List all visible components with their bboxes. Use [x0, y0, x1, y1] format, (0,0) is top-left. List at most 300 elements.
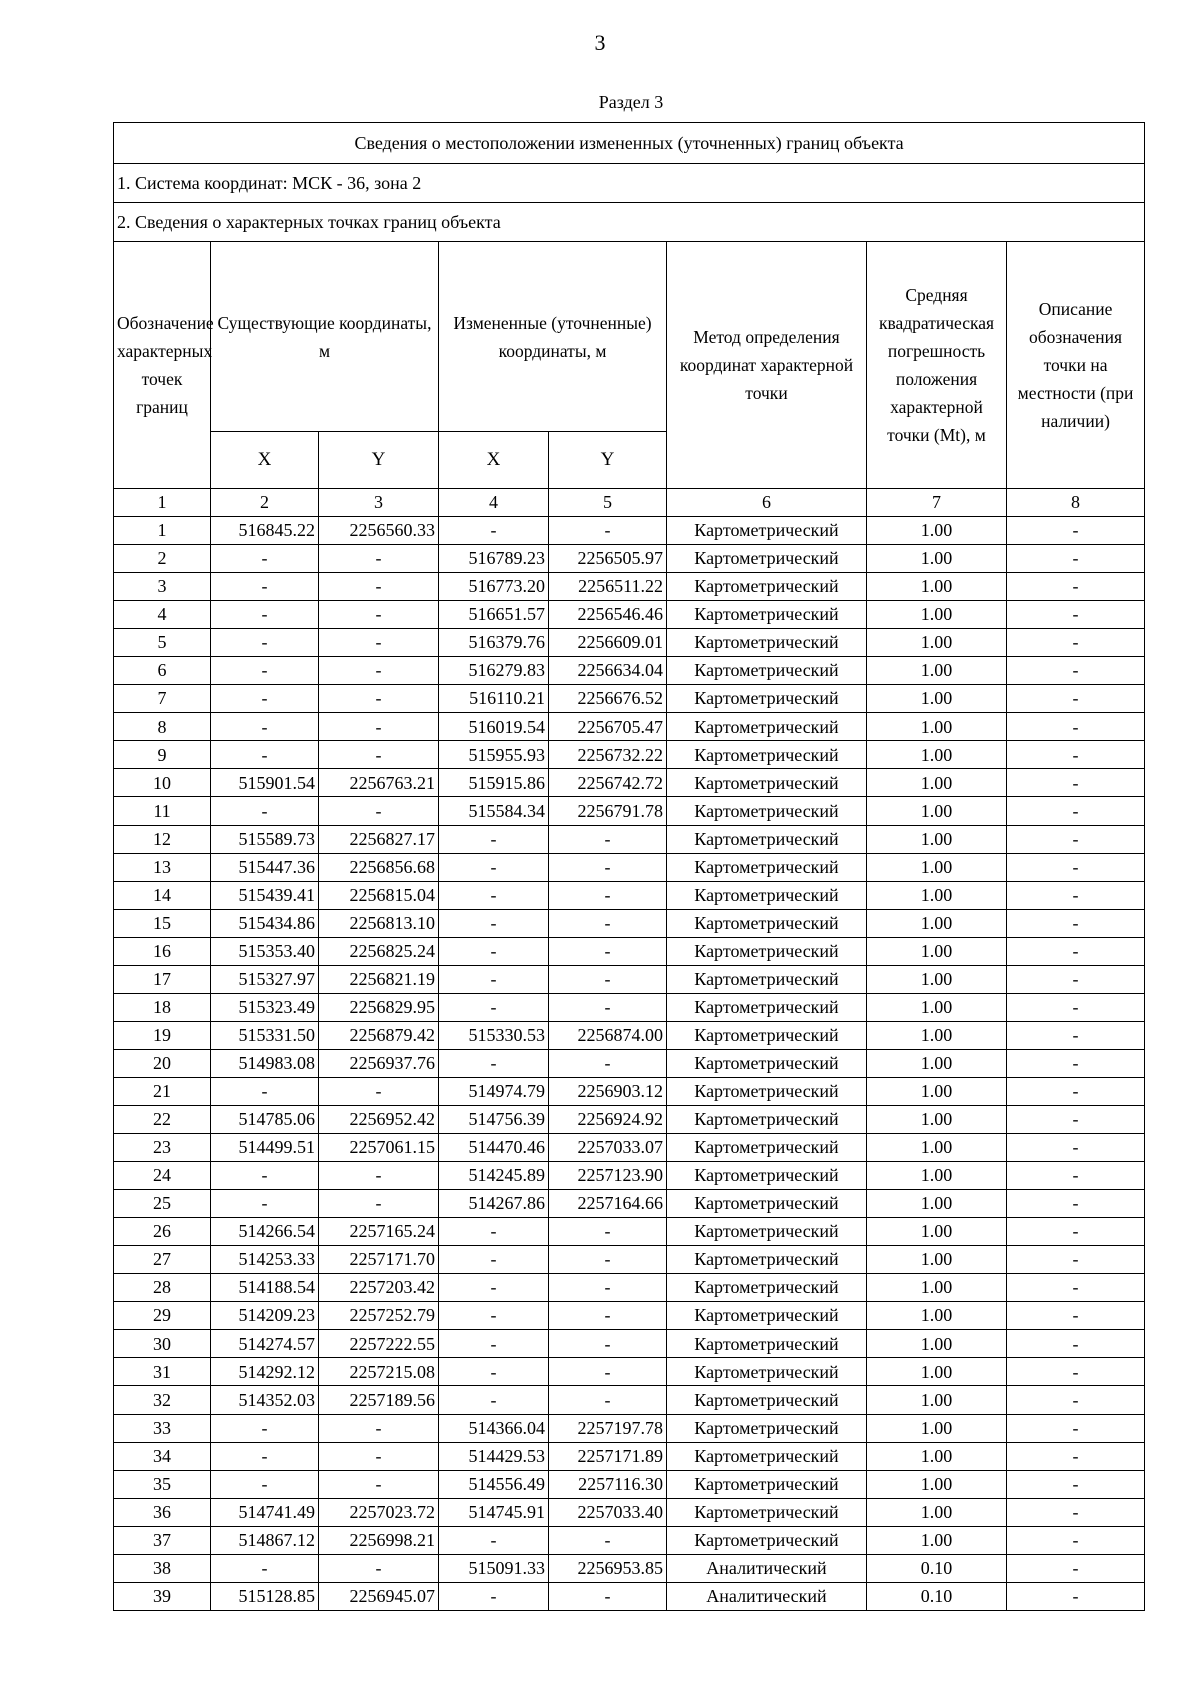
cell-existing-x: 515327.97	[211, 965, 319, 993]
cell-changed-x: 514756.39	[439, 1105, 549, 1133]
cell-changed-x: 516110.21	[439, 685, 549, 713]
cell-existing-y: -	[319, 685, 439, 713]
cell-method: Картометрический	[667, 1386, 867, 1414]
cell-error: 1.00	[867, 769, 1007, 797]
cell-changed-x: -	[439, 1049, 549, 1077]
cell-error: 1.00	[867, 1414, 1007, 1442]
cell-point-number: 33	[114, 1414, 211, 1442]
cell-existing-y: -	[319, 1162, 439, 1190]
cell-existing-x: -	[211, 601, 319, 629]
cell-description: -	[1007, 1134, 1145, 1162]
cell-changed-x: -	[439, 1274, 549, 1302]
cell-existing-y: -	[319, 1470, 439, 1498]
cell-changed-y: -	[549, 881, 667, 909]
table-row	[114, 629, 1145, 657]
cell-error: 1.00	[867, 1049, 1007, 1077]
cell-changed-y: 2256732.22	[549, 741, 667, 769]
cell-existing-x: 515353.40	[211, 937, 319, 965]
table-row	[114, 853, 1145, 881]
cell-changed-y: -	[549, 1274, 667, 1302]
cell-existing-y: 2256998.21	[319, 1526, 439, 1554]
table-row	[114, 713, 1145, 741]
cell-description: -	[1007, 1021, 1145, 1049]
cell-changed-x: 516019.54	[439, 713, 549, 741]
cell-description: -	[1007, 1330, 1145, 1358]
cell-error: 1.00	[867, 685, 1007, 713]
cell-changed-y: -	[549, 1330, 667, 1358]
cell-error: 0.10	[867, 1582, 1007, 1610]
cell-description: -	[1007, 881, 1145, 909]
table-row	[114, 1302, 1145, 1330]
cell-existing-y: 2257023.72	[319, 1498, 439, 1526]
cell-existing-y: 2257165.24	[319, 1218, 439, 1246]
cell-existing-y: -	[319, 1414, 439, 1442]
points-caption: 2. Сведения о характерных точках границ объекта	[114, 203, 1145, 242]
table-row	[114, 937, 1145, 965]
cell-changed-y: 2256953.85	[549, 1554, 667, 1582]
table-row	[114, 1414, 1145, 1442]
cell-description: -	[1007, 601, 1145, 629]
cell-existing-y: -	[319, 601, 439, 629]
cell-existing-x: 516845.22	[211, 517, 319, 545]
cell-changed-y: 2256609.01	[549, 629, 667, 657]
table-row	[114, 1162, 1145, 1190]
cell-point-number: 19	[114, 1021, 211, 1049]
cell-error: 1.00	[867, 517, 1007, 545]
cell-point-number: 21	[114, 1077, 211, 1105]
cell-existing-x: -	[211, 1470, 319, 1498]
cell-error: 1.00	[867, 1330, 1007, 1358]
table-title: Сведения о местоположении измененных (уточненных) границ объекта	[114, 123, 1145, 164]
cell-changed-x: -	[439, 993, 549, 1021]
cell-point-number: 39	[114, 1582, 211, 1610]
cell-description: -	[1007, 517, 1145, 545]
cell-point-number: 36	[114, 1498, 211, 1526]
cell-error: 1.00	[867, 937, 1007, 965]
cell-error: 1.00	[867, 1218, 1007, 1246]
table-row	[114, 1246, 1145, 1274]
cell-changed-y: 2256903.12	[549, 1077, 667, 1105]
section-label: Раздел 3	[598, 92, 664, 112]
cell-changed-x: -	[439, 825, 549, 853]
cell-existing-y: -	[319, 657, 439, 685]
cell-method: Картометрический	[667, 965, 867, 993]
cell-description: -	[1007, 1190, 1145, 1218]
table-row	[114, 881, 1145, 909]
cell-description: -	[1007, 965, 1145, 993]
cell-error: 1.00	[867, 909, 1007, 937]
cell-method: Картометрический	[667, 1358, 867, 1386]
cell-changed-y: -	[549, 1302, 667, 1330]
cell-description: -	[1007, 1162, 1145, 1190]
table-row	[114, 1526, 1145, 1554]
table-row	[114, 1386, 1145, 1414]
table-row	[114, 741, 1145, 769]
table-row	[114, 1190, 1145, 1218]
cell-method: Картометрический	[667, 573, 867, 601]
header-existing-y: Y	[319, 432, 439, 489]
table-row	[114, 1077, 1145, 1105]
cell-changed-y: -	[549, 1358, 667, 1386]
cell-description: -	[1007, 797, 1145, 825]
column-number: 3	[319, 489, 439, 517]
table-row	[114, 685, 1145, 713]
cell-changed-x: -	[439, 1302, 549, 1330]
cell-existing-y: 2256813.10	[319, 909, 439, 937]
cell-changed-y: 2256791.78	[549, 797, 667, 825]
header-method: Метод определения координат характерной точки	[667, 242, 867, 489]
cell-existing-x: -	[211, 741, 319, 769]
cell-method: Картометрический	[667, 1162, 867, 1190]
cell-changed-x: 516279.83	[439, 657, 549, 685]
cell-point-number: 11	[114, 797, 211, 825]
cell-error: 1.00	[867, 1246, 1007, 1274]
cell-error: 1.00	[867, 657, 1007, 685]
cell-existing-y: 2256560.33	[319, 517, 439, 545]
cell-existing-x: 514266.54	[211, 1218, 319, 1246]
cell-existing-y: 2257203.42	[319, 1274, 439, 1302]
cell-existing-y: 2257222.55	[319, 1330, 439, 1358]
cell-error: 1.00	[867, 825, 1007, 853]
cell-method: Картометрический	[667, 1049, 867, 1077]
cell-changed-x: -	[439, 1218, 549, 1246]
cell-point-number: 27	[114, 1246, 211, 1274]
cell-changed-x: -	[439, 881, 549, 909]
cell-changed-y: 2256874.00	[549, 1021, 667, 1049]
column-numbers-row	[114, 489, 1145, 517]
cell-existing-x: 514983.08	[211, 1049, 319, 1077]
cell-changed-y: -	[549, 853, 667, 881]
table-body	[114, 517, 1145, 1611]
cell-description: -	[1007, 1442, 1145, 1470]
cell-existing-y: 2256821.19	[319, 965, 439, 993]
cell-changed-x: -	[439, 853, 549, 881]
cell-existing-y: 2256937.76	[319, 1049, 439, 1077]
header-changed-y: Y	[549, 432, 667, 489]
cell-description: -	[1007, 1498, 1145, 1526]
cell-method: Картометрический	[667, 1246, 867, 1274]
cell-point-number: 28	[114, 1274, 211, 1302]
cell-changed-x: 514429.53	[439, 1442, 549, 1470]
cell-existing-x: 514292.12	[211, 1358, 319, 1386]
cell-point-number: 24	[114, 1162, 211, 1190]
cell-changed-y: 2256705.47	[549, 713, 667, 741]
table-row	[114, 1218, 1145, 1246]
cell-description: -	[1007, 1470, 1145, 1498]
cell-description: -	[1007, 713, 1145, 741]
cell-error: 1.00	[867, 1358, 1007, 1386]
table-row	[114, 1498, 1145, 1526]
column-number: 7	[867, 489, 1007, 517]
cell-description: -	[1007, 1358, 1145, 1386]
cell-changed-x: 514556.49	[439, 1470, 549, 1498]
cell-description: -	[1007, 1246, 1145, 1274]
cell-description: -	[1007, 545, 1145, 573]
cell-description: -	[1007, 909, 1145, 937]
header-error: Средняя квадратическая погрешность положения характерной точки (Mt), м	[867, 242, 1007, 489]
cell-method: Картометрический	[667, 769, 867, 797]
table-row	[114, 965, 1145, 993]
cell-error: 1.00	[867, 881, 1007, 909]
cell-method: Картометрический	[667, 1498, 867, 1526]
cell-changed-x: -	[439, 1246, 549, 1274]
cell-existing-x: -	[211, 1190, 319, 1218]
cell-changed-y: -	[549, 937, 667, 965]
cell-error: 1.00	[867, 1162, 1007, 1190]
cell-existing-x: -	[211, 797, 319, 825]
cell-method: Картометрический	[667, 1330, 867, 1358]
cell-error: 1.00	[867, 797, 1007, 825]
cell-error: 1.00	[867, 601, 1007, 629]
table-row	[114, 1582, 1145, 1610]
cell-changed-x: 516379.76	[439, 629, 549, 657]
cell-description: -	[1007, 1414, 1145, 1442]
cell-changed-x: 514245.89	[439, 1162, 549, 1190]
cell-method: Картометрический	[667, 825, 867, 853]
cell-error: 1.00	[867, 741, 1007, 769]
header-changed-coords: Измененные (уточненные) координаты, м	[439, 242, 667, 432]
cell-changed-y: 2256924.92	[549, 1105, 667, 1133]
cell-error: 1.00	[867, 993, 1007, 1021]
cell-changed-x: 515915.86	[439, 769, 549, 797]
table-row	[114, 1442, 1145, 1470]
cell-existing-y: 2256879.42	[319, 1021, 439, 1049]
cell-existing-x: 514188.54	[211, 1274, 319, 1302]
cell-error: 1.00	[867, 1077, 1007, 1105]
cell-changed-x: -	[439, 909, 549, 937]
cell-changed-x: 516789.23	[439, 545, 549, 573]
cell-changed-y: -	[549, 1246, 667, 1274]
cell-changed-y: -	[549, 909, 667, 937]
cell-existing-x: 515589.73	[211, 825, 319, 853]
cell-description: -	[1007, 657, 1145, 685]
cell-method: Картометрический	[667, 629, 867, 657]
cell-point-number: 26	[114, 1218, 211, 1246]
cell-existing-y: 2256829.95	[319, 993, 439, 1021]
column-number: 6	[667, 489, 867, 517]
cell-existing-x: -	[211, 685, 319, 713]
table-row	[114, 1330, 1145, 1358]
cell-error: 1.00	[867, 1021, 1007, 1049]
cell-changed-x: 514745.91	[439, 1498, 549, 1526]
cell-point-number: 23	[114, 1134, 211, 1162]
cell-existing-y: 2256945.07	[319, 1582, 439, 1610]
cell-existing-y: -	[319, 1554, 439, 1582]
cell-description: -	[1007, 993, 1145, 1021]
cell-existing-y: -	[319, 797, 439, 825]
cell-changed-x: 515091.33	[439, 1554, 549, 1582]
cell-changed-x: -	[439, 1386, 549, 1414]
cell-point-number: 8	[114, 713, 211, 741]
cell-description: -	[1007, 1386, 1145, 1414]
cell-error: 1.00	[867, 1302, 1007, 1330]
cell-existing-y: -	[319, 741, 439, 769]
cell-changed-x: -	[439, 1358, 549, 1386]
cell-error: 1.00	[867, 965, 1007, 993]
cell-description: -	[1007, 1582, 1145, 1610]
cell-existing-x: -	[211, 1414, 319, 1442]
cell-existing-y: -	[319, 545, 439, 573]
cell-description: -	[1007, 825, 1145, 853]
cell-changed-x: -	[439, 1582, 549, 1610]
cell-existing-y: -	[319, 713, 439, 741]
cell-description: -	[1007, 685, 1145, 713]
header-changed-x: X	[439, 432, 549, 489]
cell-method: Картометрический	[667, 1105, 867, 1133]
cell-existing-x: 515128.85	[211, 1582, 319, 1610]
cell-description: -	[1007, 1302, 1145, 1330]
header-designation: Обозначение характерных точек границ	[114, 242, 211, 489]
cell-error: 1.00	[867, 1470, 1007, 1498]
cell-method: Картометрический	[667, 797, 867, 825]
cell-changed-y: -	[549, 993, 667, 1021]
table-row	[114, 573, 1145, 601]
cell-changed-y: 2257033.07	[549, 1134, 667, 1162]
cell-changed-y: 2257197.78	[549, 1414, 667, 1442]
table-row	[114, 1274, 1145, 1302]
cell-point-number: 10	[114, 769, 211, 797]
cell-description: -	[1007, 741, 1145, 769]
cell-point-number: 18	[114, 993, 211, 1021]
cell-error: 1.00	[867, 573, 1007, 601]
cell-changed-x: 515330.53	[439, 1021, 549, 1049]
cell-changed-x: 514366.04	[439, 1414, 549, 1442]
cell-changed-x: 514267.86	[439, 1190, 549, 1218]
cell-point-number: 29	[114, 1302, 211, 1330]
cell-existing-y: 2257171.70	[319, 1246, 439, 1274]
header-existing-coords: Существующие координаты, м	[211, 242, 439, 432]
cell-changed-x: -	[439, 965, 549, 993]
cell-changed-x: 516773.20	[439, 573, 549, 601]
page-number: 3	[594, 30, 606, 55]
cell-existing-x: -	[211, 545, 319, 573]
cell-error: 1.00	[867, 1386, 1007, 1414]
cell-existing-y: 2257215.08	[319, 1358, 439, 1386]
cell-description: -	[1007, 1218, 1145, 1246]
cell-description: -	[1007, 1274, 1145, 1302]
cell-error: 1.00	[867, 713, 1007, 741]
cell-point-number: 16	[114, 937, 211, 965]
cell-error: 1.00	[867, 1274, 1007, 1302]
cell-method: Картометрический	[667, 909, 867, 937]
cell-changed-y: -	[549, 1526, 667, 1554]
cell-existing-y: 2256952.42	[319, 1105, 439, 1133]
cell-point-number: 31	[114, 1358, 211, 1386]
cell-changed-y: 2257116.30	[549, 1470, 667, 1498]
cell-method: Аналитический	[667, 1554, 867, 1582]
cell-point-number: 34	[114, 1442, 211, 1470]
cell-changed-x: -	[439, 937, 549, 965]
cell-changed-y: 2257171.89	[549, 1442, 667, 1470]
cell-changed-y: 2257033.40	[549, 1498, 667, 1526]
cell-point-number: 14	[114, 881, 211, 909]
cell-existing-y: 2256763.21	[319, 769, 439, 797]
cell-error: 1.00	[867, 1526, 1007, 1554]
cell-changed-y: 2256511.22	[549, 573, 667, 601]
cell-point-number: 37	[114, 1526, 211, 1554]
cell-method: Картометрический	[667, 1077, 867, 1105]
cell-description: -	[1007, 1105, 1145, 1133]
cell-method: Картометрический	[667, 853, 867, 881]
cell-existing-x: 514352.03	[211, 1386, 319, 1414]
cell-description: -	[1007, 769, 1145, 797]
cell-error: 1.00	[867, 1498, 1007, 1526]
column-number: 8	[1007, 489, 1145, 517]
table-row	[114, 657, 1145, 685]
table-row	[114, 1358, 1145, 1386]
cell-method: Картометрический	[667, 1274, 867, 1302]
cell-description: -	[1007, 629, 1145, 657]
cell-existing-x: 515331.50	[211, 1021, 319, 1049]
cell-changed-x: 514974.79	[439, 1077, 549, 1105]
cell-existing-y: 2256815.04	[319, 881, 439, 909]
cell-existing-y: -	[319, 1077, 439, 1105]
cell-method: Картометрический	[667, 1134, 867, 1162]
cell-method: Картометрический	[667, 741, 867, 769]
table-row	[114, 517, 1145, 545]
cell-changed-y: -	[549, 825, 667, 853]
cell-method: Картометрический	[667, 657, 867, 685]
table-row	[114, 545, 1145, 573]
cell-existing-x: -	[211, 713, 319, 741]
cell-method: Картометрический	[667, 545, 867, 573]
cell-method: Картометрический	[667, 1526, 867, 1554]
cell-point-number: 9	[114, 741, 211, 769]
table-row	[114, 993, 1145, 1021]
column-number: 1	[114, 489, 211, 517]
table-row	[114, 769, 1145, 797]
cell-existing-x: -	[211, 657, 319, 685]
cell-existing-x: -	[211, 1077, 319, 1105]
cell-changed-y: -	[549, 965, 667, 993]
cell-existing-y: 2256827.17	[319, 825, 439, 853]
cell-method: Картометрический	[667, 1414, 867, 1442]
cell-changed-y: -	[549, 1582, 667, 1610]
table-row	[114, 1021, 1145, 1049]
cell-method: Картометрический	[667, 1218, 867, 1246]
cell-changed-x: 515584.34	[439, 797, 549, 825]
cell-changed-y: -	[549, 1218, 667, 1246]
cell-existing-x: 514274.57	[211, 1330, 319, 1358]
cell-changed-y: 2256634.04	[549, 657, 667, 685]
cell-error: 1.00	[867, 1134, 1007, 1162]
table-row	[114, 909, 1145, 937]
cell-changed-x: -	[439, 517, 549, 545]
cell-point-number: 25	[114, 1190, 211, 1218]
cell-changed-x: -	[439, 1330, 549, 1358]
table-row	[114, 1134, 1145, 1162]
cell-existing-y: -	[319, 1442, 439, 1470]
cell-existing-y: 2257252.79	[319, 1302, 439, 1330]
cell-existing-x: -	[211, 1554, 319, 1582]
boundary-points-table	[113, 122, 1145, 1611]
table-row	[114, 1105, 1145, 1133]
cell-method: Картометрический	[667, 685, 867, 713]
cell-changed-x: -	[439, 1526, 549, 1554]
cell-point-number: 15	[114, 909, 211, 937]
cell-existing-x: 514785.06	[211, 1105, 319, 1133]
cell-existing-x: 514741.49	[211, 1498, 319, 1526]
cell-point-number: 5	[114, 629, 211, 657]
cell-method: Картометрический	[667, 601, 867, 629]
cell-method: Картометрический	[667, 1021, 867, 1049]
cell-changed-y: 2256505.97	[549, 545, 667, 573]
cell-point-number: 32	[114, 1386, 211, 1414]
cell-changed-y: 2257164.66	[549, 1190, 667, 1218]
cell-point-number: 13	[114, 853, 211, 881]
cell-changed-x: 516651.57	[439, 601, 549, 629]
cell-method: Картометрический	[667, 937, 867, 965]
